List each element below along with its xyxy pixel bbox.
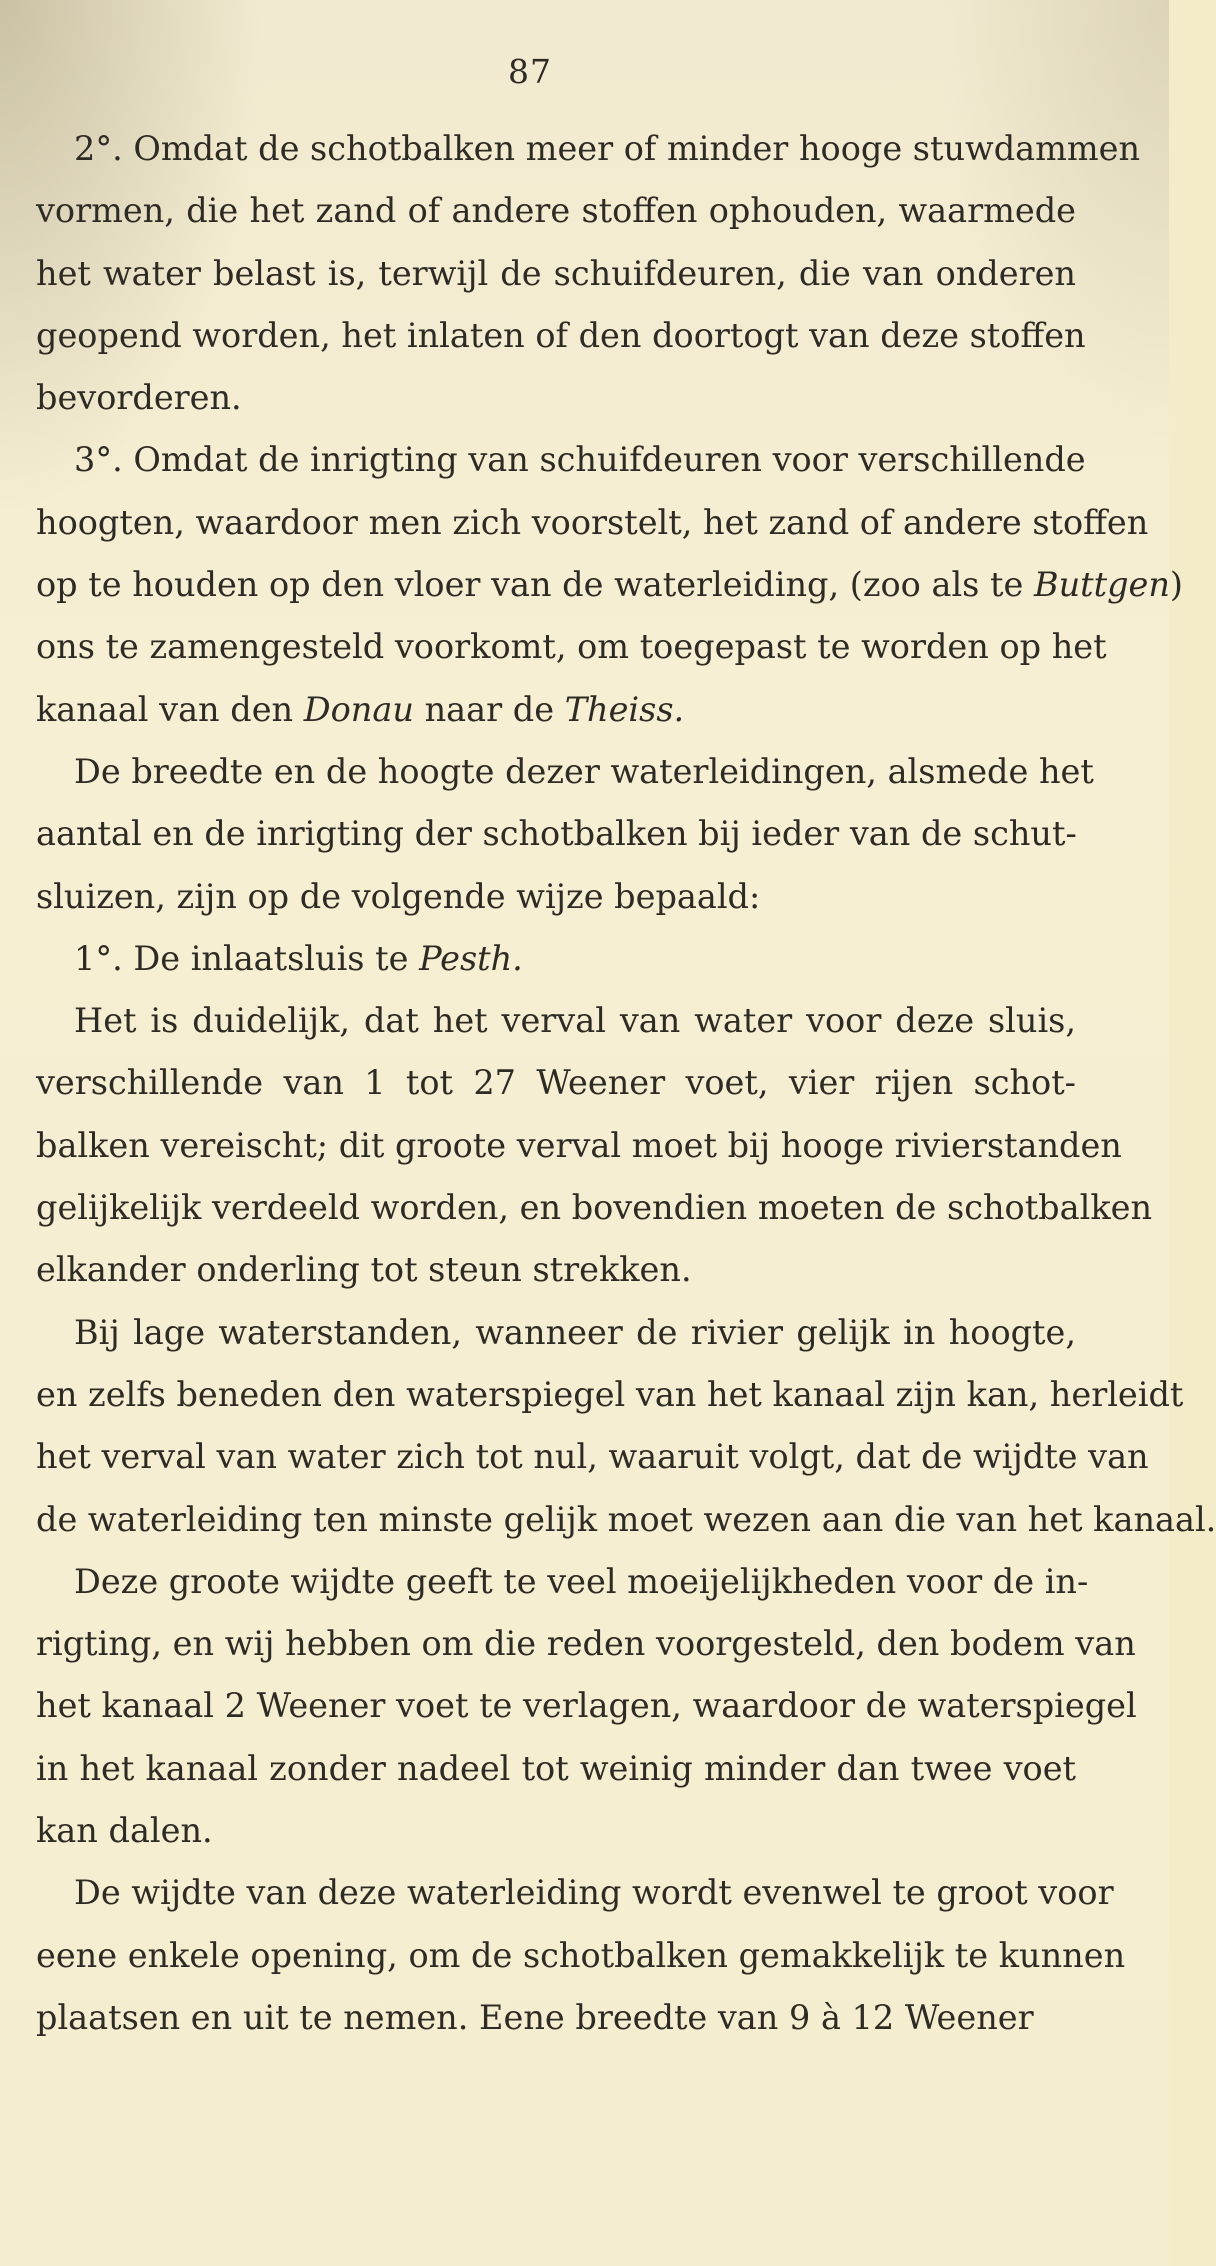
text-run: kanaal van den: [36, 689, 304, 729]
text-run: kan dalen.: [36, 1811, 213, 1851]
text-line: [36, 1302, 1076, 1364]
text-run: de waterleiding ten minste gelijk moet wezen aan die van het kanaal.: [36, 1499, 1216, 1539]
text-run: verschillende van 1 tot 27 Weener voet, vier rijen schot-: [36, 1063, 1076, 1103]
text-run: Het is duidelijk, dat het verval van water voor deze sluis,: [74, 1001, 1076, 1041]
text-run: en zelfs beneden den waterspiegel van het kanaal zijn kan, herleidt: [36, 1374, 1184, 1414]
text-line: [36, 1987, 1076, 2049]
text-line: [36, 118, 1141, 180]
text-line: [36, 803, 1076, 865]
text-line: [36, 866, 1076, 928]
text-line: [36, 243, 1076, 305]
text-line: [36, 990, 1076, 1052]
text-run: balken vereischt; dit groote verval moet bij hooge rivierstanden: [36, 1125, 1122, 1165]
text-line: [36, 180, 1076, 242]
text-line: [36, 679, 1076, 741]
text-line: [36, 1052, 1076, 1114]
text-line: [36, 492, 1149, 554]
text-line: [36, 429, 1086, 491]
italic-text: Theiss.: [564, 689, 685, 729]
text-line: [36, 616, 1107, 678]
text-line: [36, 1675, 1137, 1737]
text-run: het kanaal 2 Weener voet te verlagen, waardoor de waterspiegel: [36, 1686, 1137, 1726]
text-run: rigting, en wij hebben om die reden voorgesteld, den bodem van: [36, 1624, 1136, 1664]
text-line: [36, 554, 1183, 616]
text-run: ): [1169, 565, 1183, 605]
text-run: het water belast is, terwijl de schuifdeuren, die van onderen: [36, 253, 1076, 293]
text-line: [36, 1738, 1076, 1800]
text-run: in het kanaal zonder nadeel tot weinig minder dan twee voet: [36, 1748, 1076, 1788]
text-line: [36, 367, 1076, 429]
text-run: plaatsen en uit te nemen. Eene breedte van 9 à 12 Weener: [36, 1997, 1034, 2037]
text-run: gelijkelijk verdeeld worden, en bovendien moeten de schotbalken: [36, 1188, 1153, 1228]
text-line: [36, 1426, 1149, 1488]
text-line: [36, 741, 1094, 803]
text-line: [36, 1115, 1122, 1177]
text-line: [36, 1800, 1076, 1862]
text-run: ons te zamengesteld voorkomt, om toegepast te worden op het: [36, 627, 1107, 667]
text-run: op te houden op den vloer van de waterleiding, (zoo als te: [36, 565, 1034, 605]
text-run: Bij lage waterstanden, wanneer de rivier gelijk in hoogte,: [74, 1312, 1076, 1352]
italic-text: Pesth.: [419, 938, 523, 978]
text-run: sluizen, zijn op de volgende wijze bepaald:: [36, 876, 761, 916]
text-run: het verval van water zich tot nul, waaruit volgt, dat de wijdte van: [36, 1437, 1149, 1477]
text-line: [36, 1925, 1126, 1987]
text-run: 3°. Omdat de inrigting van schuifdeuren voor verschillende: [74, 440, 1086, 480]
text-run: De breedte en de hoogte dezer waterleidingen, alsmede het: [74, 751, 1094, 791]
italic-text: Donau: [303, 689, 414, 729]
text-run: De wijdte van deze waterleiding wordt evenwel te groot voor: [74, 1873, 1114, 1913]
text-line: [36, 1862, 1114, 1924]
text-line: [36, 1177, 1153, 1239]
page-number: 87: [508, 52, 552, 91]
text-run: eene enkele opening, om de schotbalken gemakkelijk te kunnen: [36, 1935, 1126, 1975]
body-text: [36, 118, 1216, 2049]
text-run: Deze groote wijdte geeft te veel moeijelijkheden voor de in-: [74, 1561, 1089, 1601]
text-run: 1°. De inlaatsluis te: [74, 938, 420, 978]
text-line: [36, 1489, 1216, 1551]
text-line: [36, 1364, 1184, 1426]
text-run: 2°. Omdat de schotbalken meer of minder hooge stuwdammen: [74, 129, 1141, 168]
text-line: [36, 1613, 1136, 1675]
text-run: aantal en de inrigting der schotbalken bij ieder van de schut-: [36, 814, 1077, 854]
text-run: hoogten, waardoor men zich voorstelt, het zand of andere stoffen: [36, 502, 1149, 542]
text-run: naar de: [413, 689, 565, 729]
text-run: elkander onderling tot steun strekken.: [36, 1250, 692, 1290]
text-run: bevorderen.: [36, 378, 242, 418]
text-line: [36, 928, 1076, 990]
text-run: vormen, die het zand of andere stoffen ophouden, waarmede: [36, 191, 1076, 231]
italic-text: Buttgen: [1033, 565, 1170, 605]
text-line: [36, 1551, 1089, 1613]
text-run: geopend worden, het inlaten of den doortogt van deze stoffen: [36, 315, 1086, 355]
text-line: [36, 305, 1086, 367]
text-line: [36, 1239, 1076, 1301]
